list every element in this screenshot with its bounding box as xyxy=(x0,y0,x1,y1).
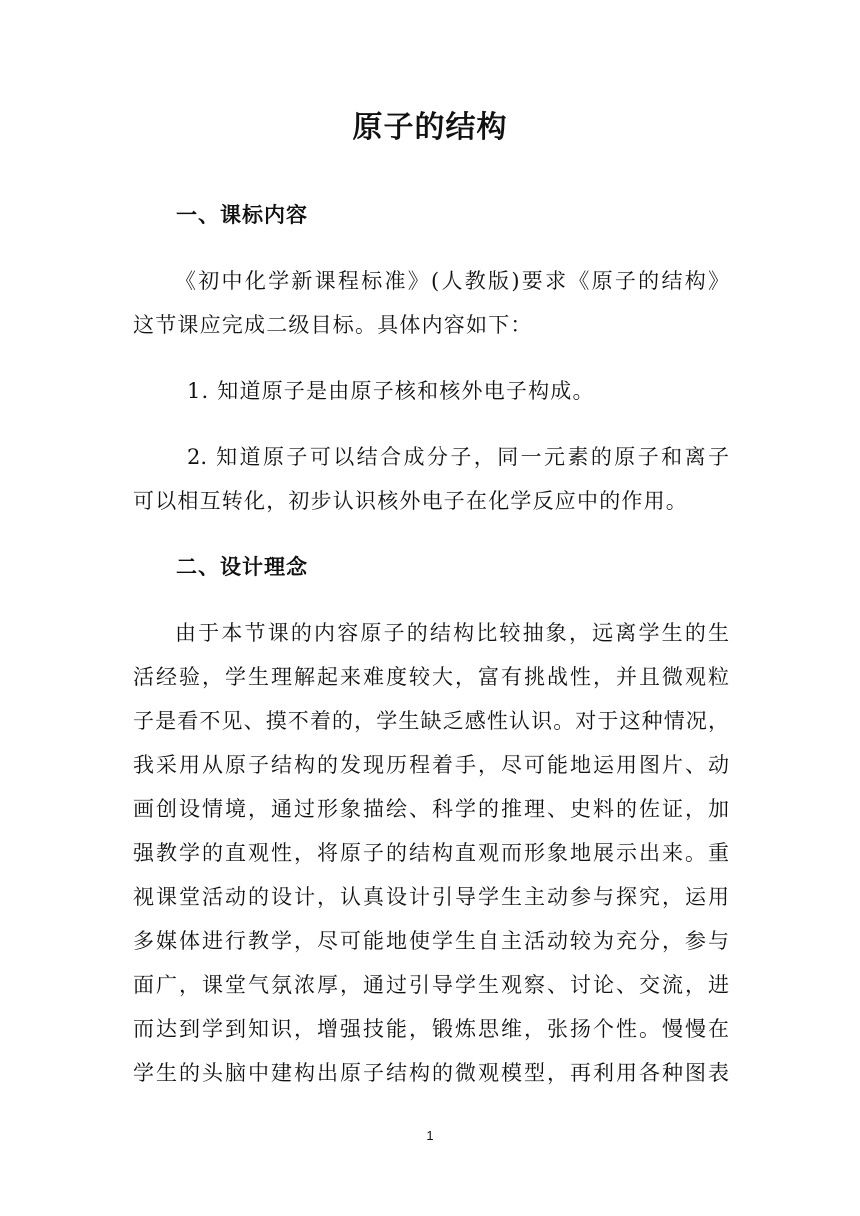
paragraph-line: 画创设情境，通过形象描绘、科学的推理、史料的佐证，加 xyxy=(133,797,729,821)
page-number: 1 xyxy=(426,1128,434,1143)
paragraph-line: 这节课应完成二级目标。具体内容如下： xyxy=(133,313,533,337)
paragraph-line: 面广，课堂气氛浓厚，通过引导学生观察、讨论、交流，进 xyxy=(133,973,729,997)
paragraph-line: 子是看不见、摸不着的，学生缺乏感性认识。对于这种情况， xyxy=(133,709,729,733)
paragraph-line: 我采用从原子结构的发现历程着手，尽可能地运用图片、动 xyxy=(133,753,729,777)
paragraph-line: 活经验，学生理解起来难度较大，富有挑战性，并且微观粒 xyxy=(133,665,729,689)
paragraph-line: 多媒体进行教学，尽可能地使学生自主活动较为充分，参与 xyxy=(133,929,729,953)
paragraph-line: 强教学的直观性，将原子的结构直观而形象地展示出来。重 xyxy=(133,841,729,865)
document-title: 原子的结构 xyxy=(352,110,508,145)
section-heading-design: 二、设计理念 xyxy=(176,555,308,579)
paragraph-line: 由于本节课的内容原子的结构比较抽象，远离学生的生 xyxy=(175,621,729,645)
list-item: 2. 知道原子可以结合成分子，同一元素的原子和离子 xyxy=(187,445,729,469)
section-heading-curriculum: 一、课标内容 xyxy=(176,203,308,227)
paragraph-line: 《初中化学新课程标准》(人教版)要求《原子的结构》 xyxy=(175,269,729,293)
list-item: 1. 知道原子是由原子核和核外电子构成。 xyxy=(187,379,595,403)
paragraph-line: 视课堂活动的设计，认真设计引导学生主动参与探究，运用 xyxy=(133,885,729,909)
paragraph-line: 而达到学到知识，增强技能，锻炼思维，张扬个性。慢慢在 xyxy=(133,1017,729,1041)
paragraph-line: 可以相互转化，初步认识核外电子在化学反应中的作用。 xyxy=(133,489,688,513)
paragraph-line: 学生的头脑中建构出原子结构的微观模型，再利用各种图表 xyxy=(133,1061,729,1085)
